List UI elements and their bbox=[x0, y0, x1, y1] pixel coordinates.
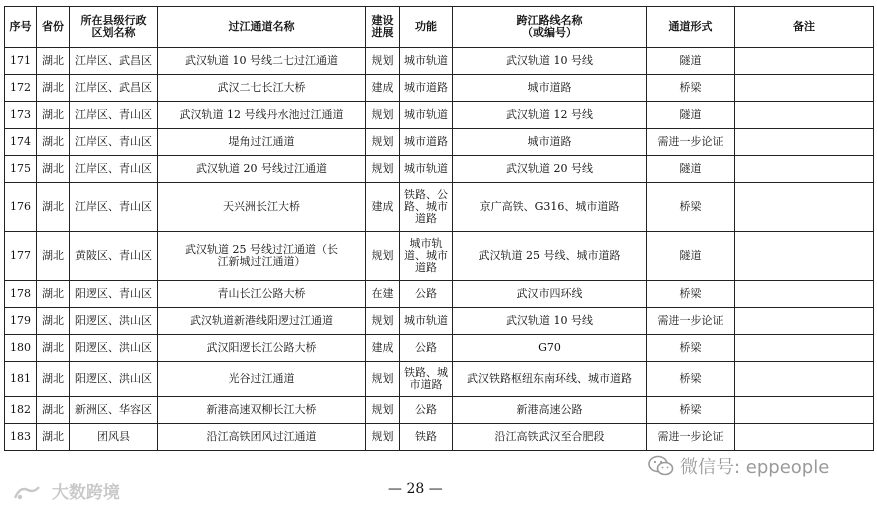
header-name: 过江通道名称 bbox=[158, 7, 366, 48]
cell-district: 阳逻区、洪山区 bbox=[70, 335, 158, 362]
cell-status: 在建 bbox=[366, 281, 400, 308]
cell-district: 江岸区、武昌区 bbox=[70, 75, 158, 102]
cell-route: 武汉轨道 20 号线 bbox=[453, 156, 647, 183]
table-row bbox=[5, 75, 874, 102]
cell-no: 174 bbox=[5, 129, 37, 156]
header-province: 省份 bbox=[37, 7, 70, 48]
cell-no: 182 bbox=[5, 397, 37, 424]
header-status bbox=[366, 7, 400, 48]
cell-no: 178 bbox=[5, 281, 37, 308]
header-row bbox=[5, 7, 874, 48]
cell-form: 桥梁 bbox=[647, 397, 735, 424]
cell-province: 湖北 bbox=[37, 129, 70, 156]
cell-function: 城市道路 bbox=[400, 75, 453, 102]
cell-route: 武汉市四环线 bbox=[453, 281, 647, 308]
cell-form: 隧道 bbox=[647, 48, 735, 75]
cell-province: 湖北 bbox=[37, 156, 70, 183]
wechat-watermark bbox=[648, 453, 829, 479]
cell-route: 新港高速公路 bbox=[453, 397, 647, 424]
table-row bbox=[5, 129, 874, 156]
cell-province: 湖北 bbox=[37, 308, 70, 335]
cell-status: 规划 bbox=[366, 232, 400, 281]
cell-form: 隧道 bbox=[647, 102, 735, 129]
header-route bbox=[453, 7, 647, 48]
cell-function: 城市道路 bbox=[400, 129, 453, 156]
cell-no: 179 bbox=[5, 308, 37, 335]
cell-province: 湖北 bbox=[37, 232, 70, 281]
cell-route: 武汉轨道 10 号线 bbox=[453, 308, 647, 335]
wechat-watermark-text: 微信号: eppeople bbox=[680, 457, 830, 478]
cell-function: 公路 bbox=[400, 281, 453, 308]
cell-route: 沿江高铁武汉至合肥段 bbox=[453, 424, 647, 451]
table-body bbox=[5, 48, 874, 451]
header-route-line1: 跨江路线名称 bbox=[516, 14, 583, 27]
cell-name: 天兴洲长江大桥 bbox=[158, 183, 366, 232]
cell-status: 规划 bbox=[366, 308, 400, 335]
cell-province: 湖北 bbox=[37, 335, 70, 362]
cell-name: 沿江高铁团风过江通道 bbox=[158, 424, 366, 451]
cell-note bbox=[735, 308, 874, 335]
cell-no: 180 bbox=[5, 335, 37, 362]
brand-logo-icon bbox=[12, 484, 42, 502]
cell-form: 桥梁 bbox=[647, 362, 735, 397]
cell-note bbox=[735, 102, 874, 129]
header-status-line2: 进展 bbox=[371, 26, 394, 39]
table-row bbox=[5, 308, 874, 335]
header-district-line1: 所在县级行政 bbox=[80, 14, 147, 27]
header-district-line2: 区划名称 bbox=[91, 26, 136, 39]
cell-no: 176 bbox=[5, 183, 37, 232]
cell-district: 新洲区、华容区 bbox=[70, 397, 158, 424]
cell-no: 175 bbox=[5, 156, 37, 183]
cell-note bbox=[735, 362, 874, 397]
cell-no: 173 bbox=[5, 102, 37, 129]
cell-no: 172 bbox=[5, 75, 37, 102]
table-row bbox=[5, 424, 874, 451]
cell-route: 武汉轨道 25 号线、城市道路 bbox=[453, 232, 647, 281]
cell-district: 江岸区、青山区 bbox=[70, 156, 158, 183]
header-form: 通道形式 bbox=[647, 7, 735, 48]
cell-province: 湖北 bbox=[37, 48, 70, 75]
cell-function: 铁路、城市道路 bbox=[400, 362, 453, 397]
cell-note bbox=[735, 335, 874, 362]
cell-no: 183 bbox=[5, 424, 37, 451]
cell-name: 武汉轨道 25 号线过江通道（长江新城过江通道） bbox=[158, 232, 366, 281]
table-row bbox=[5, 362, 874, 397]
cell-status: 建成 bbox=[366, 75, 400, 102]
cell-status: 规划 bbox=[366, 102, 400, 129]
table-row bbox=[5, 156, 874, 183]
cell-status: 建成 bbox=[366, 183, 400, 232]
cell-function: 城市轨道 bbox=[400, 48, 453, 75]
table-row bbox=[5, 281, 874, 308]
cell-route: 城市道路 bbox=[453, 75, 647, 102]
cell-name: 武汉二七长江大桥 bbox=[158, 75, 366, 102]
cell-note bbox=[735, 232, 874, 281]
cell-status: 规划 bbox=[366, 48, 400, 75]
cell-province: 湖北 bbox=[37, 362, 70, 397]
cell-district: 团风县 bbox=[70, 424, 158, 451]
cell-province: 湖北 bbox=[37, 75, 70, 102]
cell-note bbox=[735, 183, 874, 232]
cell-province: 湖北 bbox=[37, 397, 70, 424]
cell-function: 铁路、公路、城市道路 bbox=[400, 183, 453, 232]
cell-form: 需进一步论证 bbox=[647, 424, 735, 451]
cell-province: 湖北 bbox=[37, 183, 70, 232]
cell-status: 建成 bbox=[366, 335, 400, 362]
cell-status: 规划 bbox=[366, 362, 400, 397]
cell-form: 需进一步论证 bbox=[647, 129, 735, 156]
header-district bbox=[70, 7, 158, 48]
wechat-icon bbox=[648, 455, 674, 477]
cell-district: 阳逻区、青山区 bbox=[70, 281, 158, 308]
cell-form: 桥梁 bbox=[647, 75, 735, 102]
cell-name: 堤角过江通道 bbox=[158, 129, 366, 156]
cell-note bbox=[735, 424, 874, 451]
table-row bbox=[5, 48, 874, 75]
cell-district: 黄陂区、青山区 bbox=[70, 232, 158, 281]
cell-note bbox=[735, 156, 874, 183]
cell-no: 177 bbox=[5, 232, 37, 281]
cell-function: 城市轨道 bbox=[400, 308, 453, 335]
cell-no: 181 bbox=[5, 362, 37, 397]
cell-function: 城市轨道 bbox=[400, 156, 453, 183]
crossing-table bbox=[4, 6, 874, 451]
cell-form: 桥梁 bbox=[647, 335, 735, 362]
cell-name: 新港高速双柳长江大桥 bbox=[158, 397, 366, 424]
cell-note bbox=[735, 129, 874, 156]
cell-route: 武汉轨道 12 号线 bbox=[453, 102, 647, 129]
cell-route: 武汉轨道 10 号线 bbox=[453, 48, 647, 75]
cell-status: 规划 bbox=[366, 156, 400, 183]
cell-name: 光谷过江通道 bbox=[158, 362, 366, 397]
header-no: 序号 bbox=[5, 7, 37, 48]
cell-district: 阳逻区、洪山区 bbox=[70, 308, 158, 335]
cell-name: 武汉轨道 12 号线丹水池过江通道 bbox=[158, 102, 366, 129]
cell-form: 隧道 bbox=[647, 156, 735, 183]
cell-status: 规划 bbox=[366, 129, 400, 156]
header-status-line1: 建设 bbox=[371, 14, 394, 27]
cell-form: 隧道 bbox=[647, 232, 735, 281]
cell-district: 江岸区、武昌区 bbox=[70, 48, 158, 75]
cell-form: 桥梁 bbox=[647, 183, 735, 232]
cell-route: 武汉铁路枢纽东南环线、城市道路 bbox=[453, 362, 647, 397]
table-row bbox=[5, 183, 874, 232]
cell-route: 京广高铁、G316、城市道路 bbox=[453, 183, 647, 232]
cell-name: 武汉轨道 10 号线二七过江通道 bbox=[158, 48, 366, 75]
cell-name: 武汉阳逻长江公路大桥 bbox=[158, 335, 366, 362]
cell-note bbox=[735, 397, 874, 424]
cell-form: 需进一步论证 bbox=[647, 308, 735, 335]
cell-function: 公路 bbox=[400, 335, 453, 362]
cell-status: 规划 bbox=[366, 397, 400, 424]
cell-function: 公路 bbox=[400, 397, 453, 424]
header-function: 功能 bbox=[400, 7, 453, 48]
cell-name: 青山长江公路大桥 bbox=[158, 281, 366, 308]
cell-name: 武汉轨道 20 号线过江通道 bbox=[158, 156, 366, 183]
cell-note bbox=[735, 281, 874, 308]
table-row bbox=[5, 102, 874, 129]
cell-district: 阳逻区、洪山区 bbox=[70, 362, 158, 397]
cell-form: 桥梁 bbox=[647, 281, 735, 308]
header-route-line2: （或编号） bbox=[522, 26, 577, 39]
cell-district: 江岸区、青山区 bbox=[70, 183, 158, 232]
table-row bbox=[5, 232, 874, 281]
header-note: 备注 bbox=[735, 7, 874, 48]
table-row bbox=[5, 335, 874, 362]
cell-district: 江岸区、青山区 bbox=[70, 102, 158, 129]
cell-function: 城市轨道、城市道路 bbox=[400, 232, 453, 281]
cell-province: 湖北 bbox=[37, 424, 70, 451]
cell-status: 规划 bbox=[366, 424, 400, 451]
brand-watermark bbox=[12, 478, 120, 503]
table-row bbox=[5, 397, 874, 424]
cell-function: 城市轨道 bbox=[400, 102, 453, 129]
page-number: — 28 — bbox=[388, 481, 443, 497]
cell-province: 湖北 bbox=[37, 281, 70, 308]
brand-watermark-text: 大数跨境 bbox=[51, 483, 120, 503]
cell-route: G70 bbox=[453, 335, 647, 362]
cell-function: 铁路 bbox=[400, 424, 453, 451]
cell-note bbox=[735, 48, 874, 75]
cell-no: 171 bbox=[5, 48, 37, 75]
cell-district: 江岸区、青山区 bbox=[70, 129, 158, 156]
cell-note bbox=[735, 75, 874, 102]
cell-name: 武汉轨道新港线阳逻过江通道 bbox=[158, 308, 366, 335]
cell-route: 城市道路 bbox=[453, 129, 647, 156]
cell-province: 湖北 bbox=[37, 102, 70, 129]
